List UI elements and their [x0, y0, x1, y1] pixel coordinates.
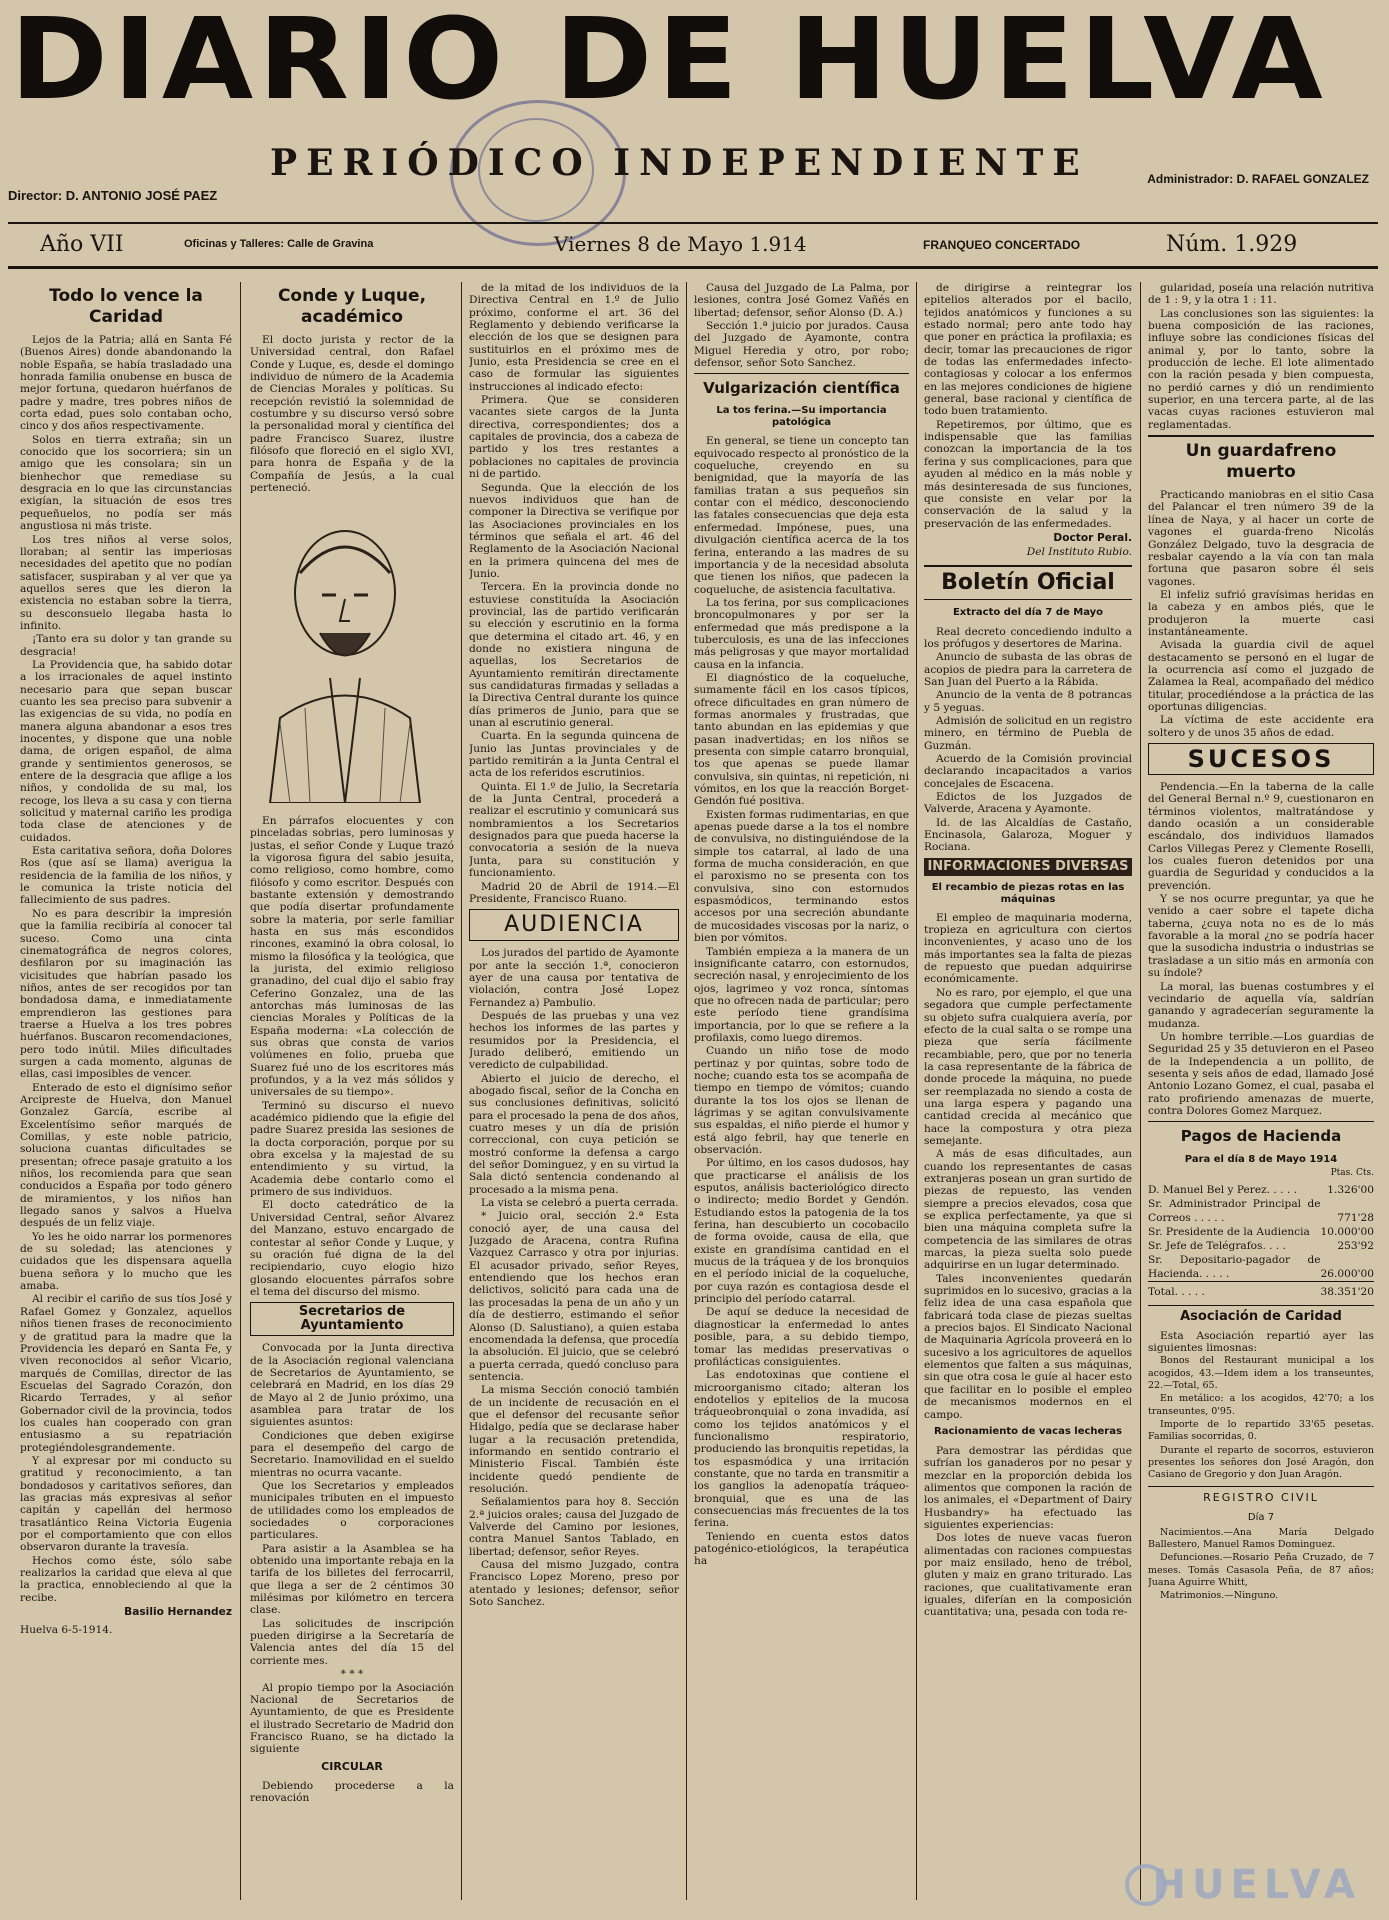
masthead [0, 0, 1389, 140]
article-heading: SUCESOS [1148, 743, 1374, 775]
administrator-line: Administrador: D. RAFAEL GONZALEZ [1147, 172, 1369, 186]
total-amount: 38.351'20 [1321, 1281, 1374, 1299]
paragraph: Debiendo procederse a la renovación [250, 1779, 454, 1804]
newspaper-subtitle: PERIÓDICO INDEPENDIENTE [270, 142, 1089, 184]
paragraph: Causa del Juzgado de La Palma, por lesiones, contra José Gomez Vañés en libertad; defensor, señor Alonso (D. A.) [694, 282, 909, 319]
paragraph: En general, se tiene un concepto tan equivocado respecto al pronóstico de la coqueluche, creyendo en su benignidad, que la mayoría de las familias tratan a sus pequeños sin contar con el médico, desconociendo las fatales consecuencias que deja esta enfermedad. Impónese, pues, una divulgación científica acerca de la tos ferina, enterando a las madres de su importancia y de la necesidad absoluta que tienen los niños, que padecen la coqueluche, de asistencia facultativa. [694, 435, 909, 596]
paragraph: Nacimientos.—Ana María Delgado Ballestero, Manuel Ramos Dominguez. [1148, 1526, 1374, 1551]
article-subheading: La tos ferina.—Su importancia patológica [716, 405, 887, 429]
paragraph: En metálico: a los acogidos, 42'70; a los transeuntes, 0'95. [1148, 1393, 1374, 1417]
column-divider [916, 282, 917, 1900]
table-row [1148, 1253, 1374, 1282]
paragraph: Teniendo en cuenta estos datos patogénico-etiológicos, la terapéutica ha [694, 1530, 909, 1568]
paragraph: Terminó su discurso el nuevo académico pidiendo que la efigie del padre Suarez presida las sesiones de la docta corporación, porque por su obra excelsa y la majestad de su entendimiento y su virtud, la Academia debe contarlo como el primero de sus individuos. [250, 1099, 454, 1199]
paragraph: Edictos de los Juzgados de Valverde, Aracena y Ayamonte. [924, 791, 1132, 816]
paragraph: Real decreto concediendo indulto a los prófugos y desertores de Marina. [924, 625, 1132, 650]
currency-label: Ptas. Cts. [1330, 1168, 1374, 1179]
paragraph: Después de las pruebas y una vez hechos los informes de las partes y resumidos por la Presidencia, el Jurado deliberó, emitiendo un veredicto de culpabilidad. [469, 1009, 679, 1072]
amount: 771'28 [1337, 1211, 1374, 1224]
table-row [1148, 1197, 1374, 1225]
section-heading: CIRCULAR [321, 1759, 383, 1773]
paragraph: Convocada por la Junta directiva de la Asociación regional valenciana de Secretarios de Ayuntamiento, se celebrará en Madrid, en los días 29 de Mayo al 2 de Junio próximo, una asamblea para tratar de los siguientes asuntos: [250, 1342, 454, 1429]
paragraph: Señalamientos para hoy 8. Sección 2.ª juicios orales; causa del Juzgado de Valverde del Camino por lesiones, contra Manuel Santos Tablado, en libertad; defensor, señor Reyes. [469, 1496, 679, 1558]
article-subheading: El recambio de piezas rotas en las máquinas [931, 881, 1125, 905]
paragraph: Hechos como éste, sólo sabe realizarlos la caridad que eleva al que la practica, ennobleciendo al que la recibe. [20, 1554, 232, 1604]
paragraph: Esta Asociación repartió ayer las siguientes limosnas: [1148, 1329, 1374, 1354]
paragraph: No es para describir la impresión que la familia recibiría al conocer tal suceso. Como una cinta cinematográfica de negros colores, desfilaron por su imaginación las vicisitudes que habrían pasado los niños, antes de ser recogidos por tan bondadosa dama, e inmediatamente emprendieron las gestiones para traerse a Huelva a los tres pobres huérfanos. Buscaron recomendaciones, pero todo inútil. Miles dificultades surgen a cada momento, algunas de ellas, casi imposibles de vencer. [20, 907, 232, 1081]
registry-day: Día 7 [1247, 1511, 1275, 1523]
paragraph: No es raro, por ejemplo, el que una segadora que cumple perfectamente su objeto sufra cualquiera avería, por efecto de la cual salta o se rompe una pieza que sería fácilmente recambiable, pero, que por no tenerla la casa representante de la fábrica de donde procede la máquina, no puede ser reemplazada no siendo a costa de una larga espera y pagando una cantidad crecida al mecánico que hace la compostura y otra pieza semejante. [924, 986, 1132, 1147]
paragraph: La misma Sección conoció también de un incidente de recusación en el que el defensor del recusante señor Hidalgo, pedía que se declarase haber lugar a la recusación pretendida, informando en sentido contrario el Ministerio Fiscal. También éste incidente quedó pendiente de resolución. [469, 1384, 679, 1495]
column-5 [924, 282, 1132, 1882]
column-divider [461, 282, 462, 1900]
paragraph: Los tres niños al verse solos, lloraban; al sentir las imperiosas necesidades del apetito que no podían satisfacer, suspiraban y al ver que ya aquellos seres que les dieron la existencia no estaban sobre la tierra, su desconsuelo llegaba hasta lo infinito. [20, 533, 232, 632]
amount: 1.326'00 [1327, 1183, 1374, 1196]
table-row [1148, 1183, 1374, 1197]
paragraph: de dirigirse a reintegrar los epitelios alterados por el bacilo, tejidos anatómicos y funciones a su estado normal; pero ante todo hay que poner en práctica la profilaxia; es decir, tomar las precauciones de rigor de todas las enfermedades infecto-contagiosas y colocar a los enfermos en las mejores condiciones de higiene general, base racional y científica de todo buen tratamiento. [924, 282, 1132, 418]
paragraph: Un hombre terrible.—Los guardias de Seguridad 25 y 35 detuvieron en el Paseo de la Independencia a un pollito, de sesenta y seis años de edad, llamado José Antonio Lozano Gomez, el cual, pasaba el rato profiriendo amenazas de muerte, contra Dolores Gomez Marquez. [1148, 1030, 1374, 1117]
paragraph: Esta caritativa señora, doña Dolores Ros (que así se llama) averigua la residencia de la familia de los niños, y le comunica la triste noticia del fallecimiento de sus padres. [20, 845, 232, 907]
paragraph: La víctima de este accidente era soltero y de unos 35 años de edad. [1148, 714, 1374, 739]
paragraph: El empleo de maquinaria moderna, tropieza en agricultura con ciertos inconvenientes, y acaso uno de los más importantes sea la falta de piezas de repuesto que puedan adquirirse económicamente. [924, 911, 1132, 986]
paragraph: Que los Secretarios y empleados municipales tributen en el impuesto de utilidades como los empleados de sociedades o corporaciones particulares. [250, 1480, 454, 1542]
author-affiliation: Del Instituto Rubio. [1026, 546, 1132, 559]
payee: Sr. Presidente de la Audiencia [1148, 1225, 1310, 1238]
newspaper-title: DIARIO DE HUELVA [10, 0, 1328, 125]
year-label: Año VII [40, 232, 124, 257]
dateline: Huelva 6-5-1914. [20, 1624, 113, 1637]
info-rule [8, 266, 1378, 269]
column-6 [1148, 282, 1374, 1882]
column-3 [469, 282, 679, 1882]
paragraph: Los jurados del partido de Ayamonte por ante la sección 1.ª, conocieron ayer de una causa por tentativa de violación, contra José Lopez Fernandez a) Pambulio. [469, 947, 679, 1009]
paragraph: De aquí se deduce la necesidad de diagnosticar la enfermedad lo antes posible, para, a su debido tiempo, tomar las medidas preservativas o profilácticas consiguientes. [694, 1306, 909, 1368]
paragraph: También empieza a la manera de un insignificante catarro, con estornudos, secreción nasal, y enrojecimiento de los ojos, lagrimeo y voz ronca, síntomas que no ofrecen nada de particular; pero este período tiene grandísima importancia, por lo que se refiere a la profilaxis, como luego diremos. [694, 945, 909, 1044]
paragraph: Por último, en los casos dudosos, hay que practicarse el análisis de los esputos, análisis bacteriológico directo o indirecto; medio Bordet y Gendón. Estudiando estos la patogenia de la tos ferina, han descubierto un cocobacilo de forma ovoide, causa de ella, que existe en grandísima cantidad en el mucus de la tráquea y de los bronquios en el período inicial de la coqueluche, por cuya razón es contagiosa desde el principio del período catarral. [694, 1157, 909, 1306]
paragraph: Anuncio de la venta de 8 potrancas y 5 yeguas. [924, 689, 1132, 714]
paragraph: Repetiremos, por último, que es indispensable que las familias conozcan la importancia de la tos ferina y sus complicaciones, para que ayuden al médico en la más noble y más desinteresada de sus funciones, que consiste en velar por la conservación de la salud y la preservación de las enfermedades. [924, 418, 1132, 530]
payee: Sr. Depositario-pagador de Hacienda. . . . . [1148, 1253, 1321, 1280]
paragraph: Durante el reparto de socorros, estuvieron presentes los señores don José Aragón, don Casiano de Gregorio y don Juan Aragón. [1148, 1444, 1374, 1481]
paragraph: La tos ferina, por sus complicaciones broncopulmonares y por ser la enfermedad que más predispone a la tuberculosis, es una de las infecciones más peligrosas y que mayor mortalidad causa en la infancia. [694, 596, 909, 671]
amount: 253'92 [1337, 1239, 1374, 1252]
paragraph: Las solicitudes de inscripción pueden dirigirse a la Secretaría de Valencia antes del día 15 del corriente mes. [250, 1617, 454, 1667]
article-subheading: Racionamiento de vacas lecheras [934, 1425, 1122, 1437]
column-1 [20, 282, 232, 1872]
article-heading: Un guardafreno muerto [1148, 435, 1374, 483]
article-subheading: Para el día 8 de Mayo 1914 [1184, 1154, 1338, 1166]
paragraph: Avisada la guardia civil de aquel destacamento se personó en el lugar de la ocurrencia así como el juzgado de Zalamea la Real, acompañado del médico titular, procediéndose a la práctica de las oportunas diligencias. [1148, 639, 1374, 713]
paragraph: Matrimonios.—Ninguno. [1160, 1590, 1279, 1602]
paragraph: Acuerdo de la Comisión provincial declarando incapacitados a varios concejales de Escacena. [924, 753, 1132, 790]
paragraph: Defunciones.—Rosario Peña Cruzado, de 7 meses. Tomás Casasola Peña, de 87 años; Juana Aguirre Whitt, [1148, 1552, 1374, 1589]
archive-watermark: HUELVA [1152, 1862, 1361, 1908]
paragraph: Primera. Que se consideren vacantes siete cargos de la Junta directiva, correspondientes; dos a capitales de provincia, dos a cabeza de partido y los tres restantes a poblaciones no capitales de provincia ni de partido. [469, 394, 679, 481]
paragraph: Admisión de solicitud en un registro minero, en término de Puebla de Guzmán. [924, 714, 1132, 752]
article-body [20, 334, 232, 1604]
article-heading: Conde y Luque, académico [277, 286, 427, 327]
article-heading: Asociación de Caridad [1148, 1305, 1374, 1324]
paragraph: ¡Tanto era su dolor y tan grande su desgracia! [20, 633, 232, 658]
paragraph: A más de esas dificultades, aun cuando los representantes de casas extranjeras posean un gran surtido de piezas de repuesto, las venden siempre a precios elevados, cosa que se explica perfectamente, ya que si bien una máquina completa sufre la competencia de las similares de otras marcas, la pieza suelta solo puede adquirirse en un lugar determinado. [924, 1148, 1132, 1272]
amount: 26.000'00 [1320, 1267, 1374, 1280]
payee: Sr. Jefe de Telégrafos. . . . [1148, 1239, 1287, 1252]
paragraph: Importe de lo repartido 33'65 pesetas. Familias socorridas, 0. [1148, 1419, 1374, 1443]
payee: Sr. Administrador Principal de Correos . . . . . [1148, 1197, 1321, 1224]
column-2 [250, 282, 454, 1882]
paragraph: La moral, las buenas costumbres y el vecindario de aquella vía, saldrían ganando y agradecerían seguramente la mudanza. [1148, 980, 1374, 1030]
article-subheading: Extracto del día 7 de Mayo [952, 606, 1104, 618]
paragraph: Las conclusiones son las siguientes: la buena composición de las raciones, influye sobre las condiciones físicas del animal y, por lo tanto, sobre la producción de leche. El lote alimentado con la ración pesada y bien compuesta, no perdió carnes y dió un rendimiento superior, en una tercera parte, al de las vacas cuyas raciones estuvieron mal reglamentadas. [1148, 307, 1374, 431]
paragraph: Lejos de la Patria; allá en Santa Fé (Buenos Aires) donde abandonando la noble España, se había trasladado una honrada familia onubense en busca de mejor fortuna, quedaron huérfanos de padre y madre, tres pobres niños de corta edad, pues solo contaban ocho, cinco y dos años respectivamente. [20, 334, 232, 433]
paragraph: Al recibir el cariño de sus tíos José y Rafael Gomez y Gonzalez, aquellos niños tienen frases de reconocimiento y de gratitud para la madre que la Providencia les deparó en Santa Fe, y viven reconocidos al señor Vicario, marqués de Comillas, director de las Escuelas del Sagrado Corazón, don Ricardo Terrades, y al señor Gobernador civil de la provincia, todos los cuales han cooperado con gran entusiasmo a su repatriación protegiéndolesgrandemente. [20, 1293, 232, 1454]
paragraph: Madrid 20 de Abril de 1914.—El Presidente, Francisco Ruano. [469, 880, 679, 905]
paragraph: Y se nos ocurre preguntar, ya que he venido a caer sobre el tapete dicha taberna, ¿cuya nota no es de lo más favorable a la moral ¿no se podría hacer que la susodicha industria o industrias se trasladase a un sitio más en armonía con su índole? [1148, 893, 1374, 980]
paragraph: Anuncio de subasta de las obras de acopios de piedra para la carretera de San Juan del Puerto a la Rábida. [924, 651, 1132, 688]
article-heading: Pagos de Hacienda [1148, 1121, 1374, 1147]
postage-label: FRANQUEO CONCERTADO [923, 238, 1081, 252]
paragraph: Existen formas rudimentarias, en que apenas puede darse a la tos el nombre de convulsiva, no distinguiéndose de la simple tos catarral, al lado de una forma de mucha consideración, en que el paroxismo no se presenta con tos convulsiva, sino con estornudos espasmódicos, terminando estos accesos por una secreción abundante de mucosidades viscosas por la nariz, o bien por vómitos. [694, 808, 909, 945]
paragraph: Practicando maniobras en el sitio Casa del Palancar el tren número 39 de la línea de Naya, y al hacer un corte de vagones el guarda-freno Nicolás González Delgado, tuvo la desgracia de resbalar cayendo a la vía con tan mala fortuna que pasaron sobre él seis vagones. [1148, 489, 1374, 588]
table-row [1148, 1225, 1374, 1239]
paragraph: de la mitad de los individuos de la Directiva Central en 1.º de Julio próximo, conforme el art. 36 del Reglamento y debiendo verificarse la elección de los que se designen para sustituirlos en el próximo mes de Junio, esta Presidencia se cree en el caso de formular las siguientes instrucciones al indicado efecto: [469, 282, 679, 393]
paragraph: La vista se celebró a puerta cerrada. [481, 1197, 679, 1210]
paragraph: Para demostrar las pérdidas que sufrían los ganaderos por no pesar y mezclar en la proporción debida los alimentos que componen la ración de los animales, el «Department of Dairy Husbandry» ha efectuado las siguientes experiencias: [924, 1444, 1132, 1531]
paragraph: gularidad, poseía una relación nutritiva de 1 : 9, y la otra 1 : 11. [1148, 282, 1374, 307]
paragraph: El docto jurista y rector de la Universidad central, don Rafael Conde y Luque, es, desde el domingo individuo de número de la Academia de Ciencias Morales y políticas. Su recepción revistió la solemnidad de costumbre y su discurso versó sobre la personalidad moral y científica del padre Francisco Suarez, ilustre filósofo que floreció en el siglo XVI, para honra de España y de la Compañía de Jesús, a la cual perteneció. [250, 334, 454, 495]
paragraph: El diagnóstico de la coqueluche, sumamente fácil en los casos típicos, ofrece dificultades en gran número de formas anormales y frustradas, que tanto abundan en las epidemias y que pasan inadvertidas; en los niños se presenta con simple catarro bronquial, tos que apenas se puede llamar convulsiva, sin quintas, ni repetición, ni vómitos, en los que la reacción Borget-Gendón fué positiva. [694, 671, 909, 808]
paragraph: Condiciones que deben exigirse para el desempeño del cargo de Secretario. Inamovilidad en el sueldo mientras no ocurra vacante. [250, 1429, 454, 1479]
article-heading: Boletín Oficial [924, 565, 1132, 600]
paragraph: Cuarta. En la segunda quincena de Junio las Juntas provinciales y de partido remitirán a la Junta Central el acta de los referidos escrutinios. [469, 730, 679, 780]
paragraph: Causa del mismo Juzgado, contra Francisco Lopez Moreno, preso por atentado y lesiones; defensor, señor Soto Sanchez. [469, 1559, 679, 1609]
total-row [1148, 1281, 1374, 1299]
article-heading: AUDIENCIA [469, 909, 679, 941]
info-bar [8, 228, 1378, 262]
paragraph: Y al expresar por mi conducto su gratitud y reconocimiento, a tan bondadosos y caritativos señores, dan las gracias más expresivas al señor capitán y capellán del hermoso trasatlántico Reina Victoria Eugenia por el comportamiento que con ellos observaron durante la travesía. [20, 1454, 232, 1554]
paragraph: Cuando un niño tose de modo pertinaz y por quintas, sobre todo de noche; cuando esta tos se acompaña de tiempo en tiempo de vómitos; cuando durante la tos los ojos se llenan de lágrimas y se agitan convulsivamente sus espaldas, el niño pierde el humor y está algo febril, hay que tenerle en observación. [694, 1045, 909, 1156]
paragraph: Id. de las Alcaldías de Castaño, Encinasola, Galaroza, Moguer y Rociana. [924, 816, 1132, 854]
author-signature: Basilio Hernandez [124, 1606, 232, 1619]
paragraph: Yo les he oido narrar los pormenores de su soledad; las atenciones y cuidados que les dispensara aquella buena señora y lo mucho que les amaba. [20, 1230, 232, 1293]
paragraph: Bonos del Restaurant municipal a los acogidos, 43.—Idem idem a los transeuntes, 22.—Total, 65. [1148, 1355, 1374, 1391]
column-divider [1140, 282, 1141, 1900]
article-heading: Todo lo vence la Caridad [49, 286, 203, 327]
paragraph: Al propio tiempo por la Asociación Nacional de Secretarios de Ayuntamiento, de que es Presidente el ilustrado Secretario de Madrid don Francisco Ruano, se ha dictado la siguiente [250, 1681, 454, 1756]
paragraph: Enterado de esto el dignísimo señor Arcipreste de Huelva, don Manuel Gonzalez García, escribe al Excelentísimo señor marqués de Comillas, y este noble patricio, soluciona cuantas dificultades se presentan; ofrece pasaje gratuito a los niños, los recomienda para que sean conducidos a España por todo género de miramientos, y los niños han llegado sanos y salvos a Huelva después de un feliz viaje. [20, 1081, 232, 1230]
column-4 [694, 282, 909, 1882]
article-heading: REGISTRO CIVIL [1148, 1486, 1374, 1505]
paragraph: Quinta. El 1.º de Julio, la Secretaría de la Junta Central, procederá a realizar el escrutinio y comunicará sus nombramientos a los Secretarios designados para que pueda hacerse la convocatoria a sesión de la nueva Junta, para su constitución y funcionamiento. [469, 780, 679, 880]
paragraph: Segunda. Que la elección de los nuevos individuos que han de componer la Directiva se verifique por las Asociaciones provinciales en los términos que señala el art. 46 del Reglamento de la Asociación Nacional en la primera quincena del mes de Junio. [469, 481, 679, 580]
table-row [1148, 1239, 1374, 1253]
column-divider [240, 282, 241, 1900]
paragraph: Tercera. En la provincia donde no estuviese constituída la Asociación provincial, las de partido verificarán su elección y escrutinio en la forma que determina el citado art. 46, y en donde no existiera ninguna de aquellas, los Secretarios de Ayuntamiento remitirán directamente sus candidaturas firmadas y selladas a la Directiva Central durante los quince días primeros de Junio, para que se unan al escrutinio general. [469, 581, 679, 730]
issue-number: Núm. 1.929 [1166, 232, 1298, 257]
payments-table [1148, 1183, 1374, 1299]
paragraph: Sección 1.ª juicio por jurados. Causa del Juzgado de Ayamonte, contra Miguel Heredia y otro, por robo; defensor, señor Soto Sanchez. [694, 320, 909, 370]
amount: 10.000'00 [1320, 1225, 1374, 1238]
total-label: Total. . . . . [1148, 1281, 1321, 1299]
offices-label: Oficinas y Talleres: Calle de Gravina [184, 238, 374, 250]
paragraph: La Providencia que, ha sabido dotar a los irracionales de aquel instinto necesario para que sepan buscar cuanto les sea preciso para subvenir a las exigencias de su vida, no podía en manera alguna abandonar a esos tres inocentes, y dispone que una noble dama, de origen español, de alma grande y sentimientos generosos, se entere de la desgracia que aflige a los niños, y condolida de su mal, los recoge, los lleva a su casa y con tierna solicitud y maternal cariño les prodiga toda clase de atenciones y de cuidados. [20, 658, 232, 844]
paragraph: * Juicio oral, sección 2.ª Esta conoció ayer, de una causa del Juzgado de Aracena, contra Rufina Vazquez Carrasco y otra por injurias. El acusador privado, señor Reyes, entendiendo que los hechos eran delictivos, solicitó para cada una de las procesadas la pena de un año y un día de destierro, estimando el señor Alonso (D. Salustiano), a quien estaba encomendada la defensa, que procedía la absolución. El juicio, que se celebró a puerta cerrada, quedó concluso para sentencia. [469, 1210, 679, 1383]
paragraph: En párrafos elocuentes y con pinceladas sobrias, pero luminosas y justas, el señor Conde y Luque trazó la vigorosa figura del sabio jesuita, como religioso, como hombre, como filósofo y como escritor. Después con bastante extensión y demostrando que podía disertar profundamente sobre la materia, por serle familiar hasta en sus más escondidos rincones, examinó la obra colosal, lo mismo la filosófica y la teológica, que la jurista, del eximio religioso granadino, del cual dijo el sabio fray Ceferino Gonzalez, una de las antorchas más luminosas de las ciencias Morales y Políticas de la España moderna: «La colección de sus obras que consta de varios volúmenes en folio, prueba que Suarez fué uno de los escritores más profundos, y a la vez más sólidos y universales de su tiempo». [250, 814, 454, 1099]
column-divider [686, 282, 687, 1900]
separator: * * * [340, 1668, 364, 1681]
paragraph: El infeliz sufrió gravísimas heridas en la cabeza y en ambos piés, que le produjeron la muerte casi instantáneamente. [1148, 588, 1374, 638]
paragraph: Pendencia.—En la taberna de la calle del General Bernal n.º 9, cuestionaron en términos violentos, maltratándose y dando ocasión a un considerable escándalo, dos individuos llamados Carlos Villegas Perez y Clemente Roselli, los cuales fueron detenidos por una guardia de Seguridad y conducidos a la prevención. [1148, 781, 1374, 892]
paragraph: Solos en tierra extraña; sin un conocido que los socorriera; sin un amigo que les consolara; sin un bienhechor que remediase su desgracia en lo que las circunstancias exigían, la situación de esos tres pequeñuelos, no podía ser más angustiosa ni más triste. [20, 433, 232, 533]
article-heading: Secretarios de Ayuntamiento [250, 1302, 454, 1336]
article-heading: Vulgarización científica [694, 373, 909, 399]
paragraph: Abierto el juicio de derecho, el abogado fiscal, señor de la Concha en sus conclusiones definitivas, solicitó para el procesado la pena de dos años, cuatro meses y un día de prisión correccional, con cuya petición se mostró conforme la defensa a cargo del señor Dominguez, y en su virtud la Sala dictó sentencia condenando al procesado a la misma pena. [469, 1072, 679, 1196]
payee: D. Manuel Bel y Perez. . . . . [1148, 1183, 1297, 1196]
masthead-rule [8, 222, 1378, 224]
paragraph: Para asistir a la Asamblea se ha obtenido una importante rebaja en la tarifa de los billetes del ferrocarril, que llega a ser de 2 céntimos 30 milésimas por kilómetro en tercera clase. [250, 1542, 454, 1617]
issue-date: Viernes 8 de Mayo 1.914 [554, 232, 807, 256]
paragraph: Las endotoxinas que contiene el microorganismo citado; alteran los endotelios y epitelios de la mucosa tráqueobronquial o zona invadida, así como los tejidos anatómicos y el funcionalismo respiratorio, produciendo las bronquitis repetidas, la tos espasmódica y una irritación constante, que no tarda en transmitir a los ganglios la adenopatía tráqueo-bronquial, que es una de las consecuencias más frecuentes de la tos ferina. [694, 1369, 909, 1530]
article-heading: INFORMACIONES DIVERSAS [924, 858, 1132, 876]
portrait-illustration [250, 503, 440, 803]
paragraph: El docto catedrático de la Universidad Central, señor Alvarez del Manzano, estuvo encargado de contestar al señor Conde y Luque, y su oración fué digna de la del recipiendario, cuyo elogio hizo glosando elocuentes párrafos sobre el tema del discurso del mismo. [250, 1199, 454, 1298]
author-signature: Doctor Peral. [1053, 531, 1132, 544]
director-line: Director: D. ANTONIO JOSÉ PAEZ [8, 188, 218, 203]
paragraph: Dos lotes de nueve vacas fueron alimentadas con raciones compuestas por maiz ensilado, heno de trébol, gluten y maiz en grano triturado. Las raciones, que cualitativamente eran iguales, diferían en la composición cuantitativa; una, pesada con toda re- [924, 1532, 1132, 1619]
paragraph: Tales inconvenientes quedarán suprimidos en lo sucesivo, gracias a la feliz idea de una casa española que fabricará toda clase de piezas sueltas a precios bajos. El Sindicato Nacional de Maquinaria Agrícola proveerá en lo sucesivo a los agricultores de aquellos elementos que falten a sus máquinas, sin que otra cosa le guíe al hacer esto que facilitar en lo posible el empleo de mecanismos modernos en el campo. [924, 1272, 1132, 1421]
